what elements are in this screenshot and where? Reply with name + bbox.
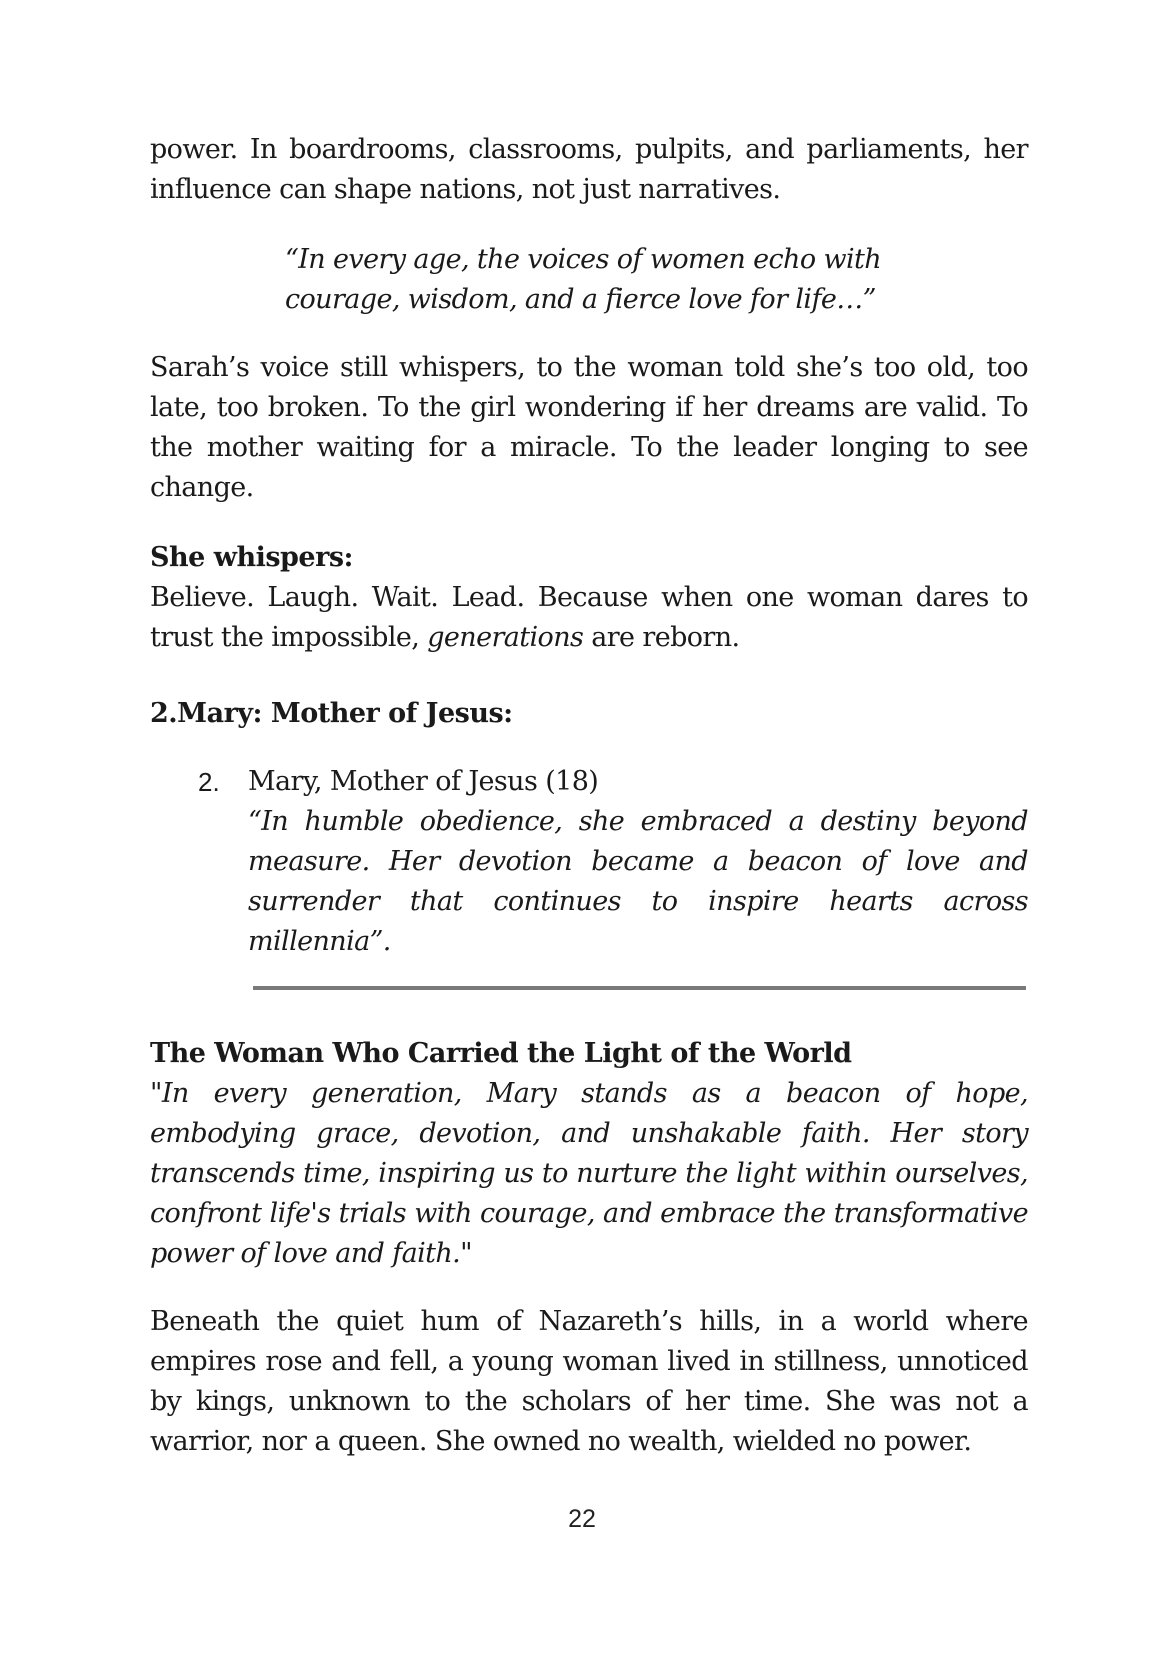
opening-paragraph: power. In boardrooms, classrooms, pulpits, and parliaments, her influence can shape nations, not just narratives. (150, 134, 1028, 205)
women-voices-quote (285, 240, 935, 320)
sarah-paragraph: Sarah’s voice still whispers, to the woman told she’s too old, too late, too broken. To the girl wondering if her dreams are valid. To the mother waiting for a miracle. To the leader longing to see change. (150, 352, 1028, 503)
list-item-title: Mary, Mother of Jesus (18) (248, 766, 599, 797)
whispers-text-end: are reborn. (583, 622, 740, 653)
whispers-heading: She whispers: (150, 542, 353, 573)
page-number: 22 (568, 1505, 596, 1533)
numbered-list (150, 762, 1028, 962)
nazareth-paragraph: Beneath the quiet hum of Nazareth’s hills, in a world where empires rose and fell, a young woman lived in stillness, unnoticed by kings, unknown to the scholars of her time. She was not a warrior, nor a queen. She owned no wealth, wielded no power. (150, 1306, 1028, 1457)
whispers-text-emphasis: generations (427, 622, 584, 653)
quote-line-2: courage, wisdom, and a fierce love for life…” (285, 284, 876, 315)
whispers-paragraph (150, 578, 1028, 658)
light-section-quote: "In every generation, Mary stands as a beacon of hope, embodying grace, devotion, and unshakable faith. Her story transcends time, inspiring us to nurture the light within ourselves, confront life's trials with courage, and embrace the transformative power of love and faith." (150, 1078, 1028, 1269)
list-item (150, 762, 1028, 962)
mary-section-heading: 2.Mary: Mother of Jesus: (150, 698, 513, 729)
section-divider (253, 986, 1026, 990)
whispers-text-start: Believe. Laugh. Wait. Lead. Because when one woman dares to trust the impossible, (150, 582, 1028, 653)
light-section-heading: The Woman Who Carried the Light of the World (150, 1038, 852, 1069)
quote-line-1: “In every age, the voices of women echo with (285, 244, 882, 275)
page-content (150, 130, 1028, 1462)
list-item-quote: “In humble obedience, she embraced a destiny beyond measure. Her devotion became a beacon of love and surrender that continues to inspire hearts across millennia”. (248, 806, 1028, 957)
list-number: 2. (198, 767, 220, 797)
